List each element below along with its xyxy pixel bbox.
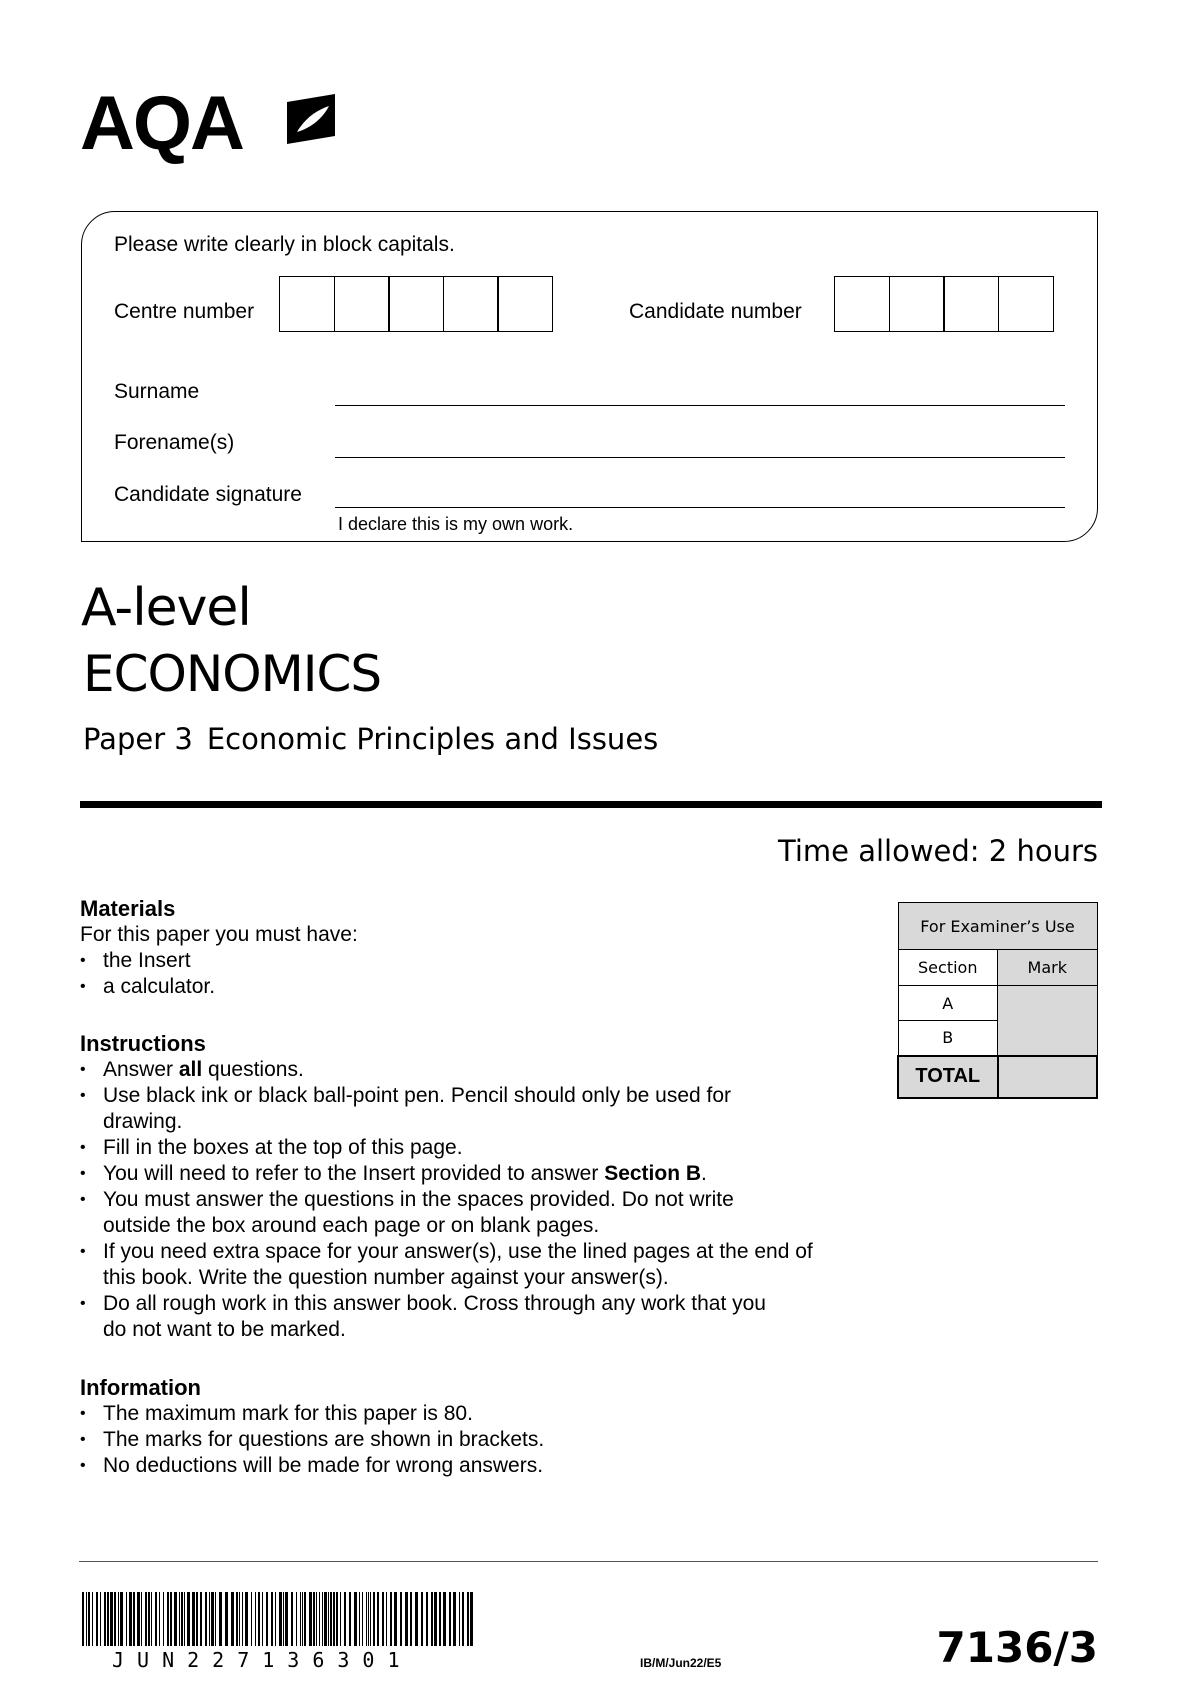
forenames-field[interactable] (335, 457, 1065, 458)
aqa-leaf-icon (283, 92, 339, 148)
barcode (82, 1592, 474, 1646)
information-item: • The maximum mark for this paper is 80. (80, 1401, 880, 1427)
examiner-use-table (897, 902, 1098, 1099)
materials-intro: For this paper you must have: (80, 923, 358, 946)
section-row-label: A (898, 986, 998, 1021)
section-row-label: B (898, 1021, 998, 1056)
centre-number-digit[interactable] (443, 276, 499, 332)
centre-number-label: Centre number (114, 300, 255, 323)
materials-heading: Materials (80, 896, 176, 921)
materials-item: • the Insert (80, 948, 880, 974)
aqa-logo: AQA (80, 81, 243, 166)
time-allowed: Time allowed: 2 hours (778, 834, 1098, 868)
mark-cell (998, 986, 1098, 1056)
signature-label: Candidate signature (114, 483, 302, 506)
barcode-number: JUN227136301 (112, 1648, 413, 1672)
total-mark-cell (998, 1056, 1098, 1098)
instruction-item: • Do all rough work in this answer book. Cross through any work that you do not want to be marked. (80, 1291, 880, 1343)
instruction-item: • If you need extra space for your answer(s), use the lined pages at the end of this book. Write the question number against your answer(s). (80, 1239, 880, 1291)
surname-field[interactable] (335, 405, 1065, 406)
title-divider (80, 801, 1102, 808)
block-capitals-instruction: Please write clearly in block capitals. (114, 233, 455, 256)
examiner-table-title: For Examiner’s Use (898, 903, 1097, 950)
surname-label: Surname (114, 380, 200, 403)
section-column-header: Section (898, 950, 998, 986)
candidate-number-digit[interactable] (943, 276, 999, 332)
reference-code: IB/M/Jun22/E5 (640, 1656, 722, 1670)
candidate-number-boxes[interactable] (834, 276, 1054, 332)
qualification-level: A-level (81, 578, 251, 638)
information-section (80, 1375, 880, 1479)
materials-item: • a calculator. (80, 974, 880, 1000)
footer-divider (79, 1561, 1098, 1562)
paper-title (83, 722, 658, 756)
centre-number-digit[interactable] (334, 276, 390, 332)
centre-number-digit[interactable] (497, 276, 553, 332)
instruction-item: • Fill in the boxes at the top of this page. (80, 1135, 880, 1161)
instruction-item: • You will need to refer to the Insert provided to answer Section B. (80, 1161, 880, 1187)
declaration-text: I declare this is my own work. (338, 514, 574, 534)
information-item: • The marks for questions are shown in brackets. (80, 1427, 880, 1453)
instruction-item: • Use black ink or black ball-point pen. Pencil should only be used for drawing. (80, 1083, 880, 1135)
information-heading: Information (80, 1375, 201, 1400)
paper-number: Paper 3 (83, 722, 193, 756)
instruction-item: • You must answer the questions in the spaces provided. Do not write outside the box around each page or on blank pages. (80, 1187, 880, 1239)
candidate-number-digit[interactable] (998, 276, 1054, 332)
candidate-number-digit[interactable] (834, 276, 890, 332)
instructions-section (80, 1031, 880, 1343)
total-label: TOTAL (898, 1056, 998, 1098)
subject-title: ECONOMICS (83, 645, 382, 703)
paper-name: Economic Principles and Issues (206, 722, 659, 756)
information-item: • No deductions will be made for wrong answers. (80, 1453, 880, 1479)
materials-section (80, 896, 880, 1000)
paper-code: 7136/3 (936, 1623, 1098, 1672)
centre-number-digit[interactable] (388, 276, 444, 332)
signature-field[interactable] (335, 507, 1065, 508)
mark-column-header: Mark (998, 950, 1098, 986)
candidate-number-label: Candidate number (629, 300, 802, 323)
centre-number-boxes[interactable] (279, 276, 553, 332)
instructions-heading: Instructions (80, 1031, 206, 1056)
centre-number-digit[interactable] (279, 276, 335, 332)
candidate-number-digit[interactable] (889, 276, 945, 332)
forenames-label: Forename(s) (114, 431, 235, 454)
instruction-item: • Answer all questions. (80, 1057, 880, 1083)
